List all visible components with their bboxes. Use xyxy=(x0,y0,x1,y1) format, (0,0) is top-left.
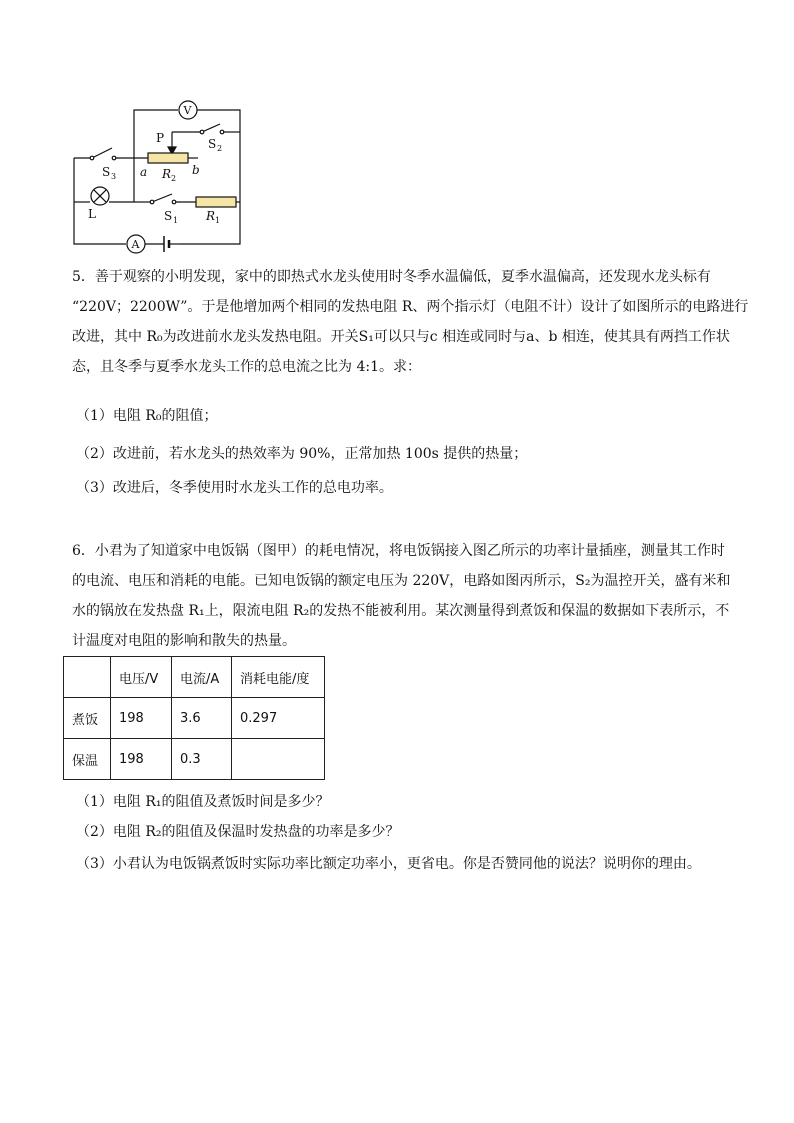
table-header-cell xyxy=(64,657,111,698)
svg-text:2: 2 xyxy=(217,144,223,153)
svg-text:3: 3 xyxy=(111,172,117,181)
svg-text:1: 1 xyxy=(173,216,179,225)
table-header-cell: 消耗电能/度 xyxy=(232,657,325,698)
label-s1: S xyxy=(164,209,173,223)
q5-line-2: “220V；2200W”。于是他增加两个相同的发热电阻 R、两个指示灯（电阻不计）设计了如图所示的电路进行 xyxy=(72,299,749,315)
table-header-row xyxy=(64,657,325,698)
question-6 xyxy=(72,536,732,656)
resistor-r2 xyxy=(148,153,188,163)
q5-line-4: 态，且冬季与夏季水龙头工作的总电流之比为 4:1。求： xyxy=(72,359,421,375)
q6-sub-1: （1）电阻 R₁的阻值及煮饭时间是多少？ xyxy=(76,794,330,810)
q6-line-3: 水的锅放在发热盘 R₁上，限流电阻 R₂的发热不能被利用。某次测量得到煮饭和保温的数据如下表所示，不 xyxy=(72,603,730,619)
q5-sub-1: （1）电阻 R₀的阻值； xyxy=(76,408,218,424)
q5-line-1: 5．善于观察的小明发现，家中的即热式水龙头使用时冬季水温偏低，夏季水温偏高，还发现水龙头标有 xyxy=(72,269,711,285)
table-cell: 198 xyxy=(111,698,172,739)
voltmeter-label: V xyxy=(183,104,192,117)
label-r2: R xyxy=(162,167,172,181)
table-cell xyxy=(232,739,325,780)
label-r1: R xyxy=(206,209,216,223)
table-cell: 煮饭 xyxy=(64,698,111,739)
table-row xyxy=(64,739,325,780)
circuit-diagram xyxy=(68,96,248,256)
q6-sub-2: （2）电阻 R₂的阻值及保温时发热盘的功率是多少？ xyxy=(76,824,400,840)
label-a: a xyxy=(140,165,148,179)
svg-text:2: 2 xyxy=(171,174,177,183)
label-s3: S xyxy=(102,165,111,179)
resistor-r1 xyxy=(196,197,236,207)
label-b: b xyxy=(192,163,200,177)
table-header-cell: 电流/A xyxy=(172,657,232,698)
table-cell: 198 xyxy=(111,739,172,780)
label-s2: S xyxy=(208,137,217,151)
q6-line-1: 6．小君为了知道家中电饭锅（图甲）的耗电情况，将电饭锅接入图乙所示的功率计量插座，测量其工作时 xyxy=(72,543,725,559)
table-header-cell: 电压/V xyxy=(111,657,172,698)
question-5 xyxy=(72,262,749,382)
q6-line-2: 的电流、电压和消耗的电能。已知电饭锅的额定电压为 220V，电路如图丙所示，S₂为温控开关，盛有米和 xyxy=(72,573,731,589)
battery-icon xyxy=(164,236,169,252)
measurement-table xyxy=(63,656,325,780)
q5-sub-3: （3）改进后，冬季使用时水龙头工作的总电功率。 xyxy=(76,480,393,496)
svg-text:1: 1 xyxy=(215,216,221,225)
q6-line-4: 计温度对电阻的影响和散失的热量。 xyxy=(72,633,296,649)
switch-s1 xyxy=(152,194,172,202)
switch-s3 xyxy=(92,148,112,158)
switch-s2 xyxy=(202,124,220,132)
label-l: L xyxy=(88,207,96,221)
q6-sub-3: （3）小君认为电饭锅煮饭时实际功率比额定功率小，更省电。你是否赞同他的说法？说明你的理由。 xyxy=(76,856,701,872)
lamp-icon xyxy=(91,187,109,205)
table-cell: 0.3 xyxy=(172,739,232,780)
ammeter-label: A xyxy=(131,238,140,251)
table-cell: 3.6 xyxy=(172,698,232,739)
table-row xyxy=(64,698,325,739)
q5-line-3: 改进，其中 R₀为改进前水龙头发热电阻。开关S₁可以只与c 相连或同时与a、b 相连，使其具有两挡工作状 xyxy=(72,329,730,345)
table-cell: 保温 xyxy=(64,739,111,780)
label-p: P xyxy=(156,131,165,145)
table-cell: 0.297 xyxy=(232,698,325,739)
q5-sub-2: （2）改进前，若水龙头的热效率为 90%，正常加热 100s 提供的热量； xyxy=(76,446,528,462)
